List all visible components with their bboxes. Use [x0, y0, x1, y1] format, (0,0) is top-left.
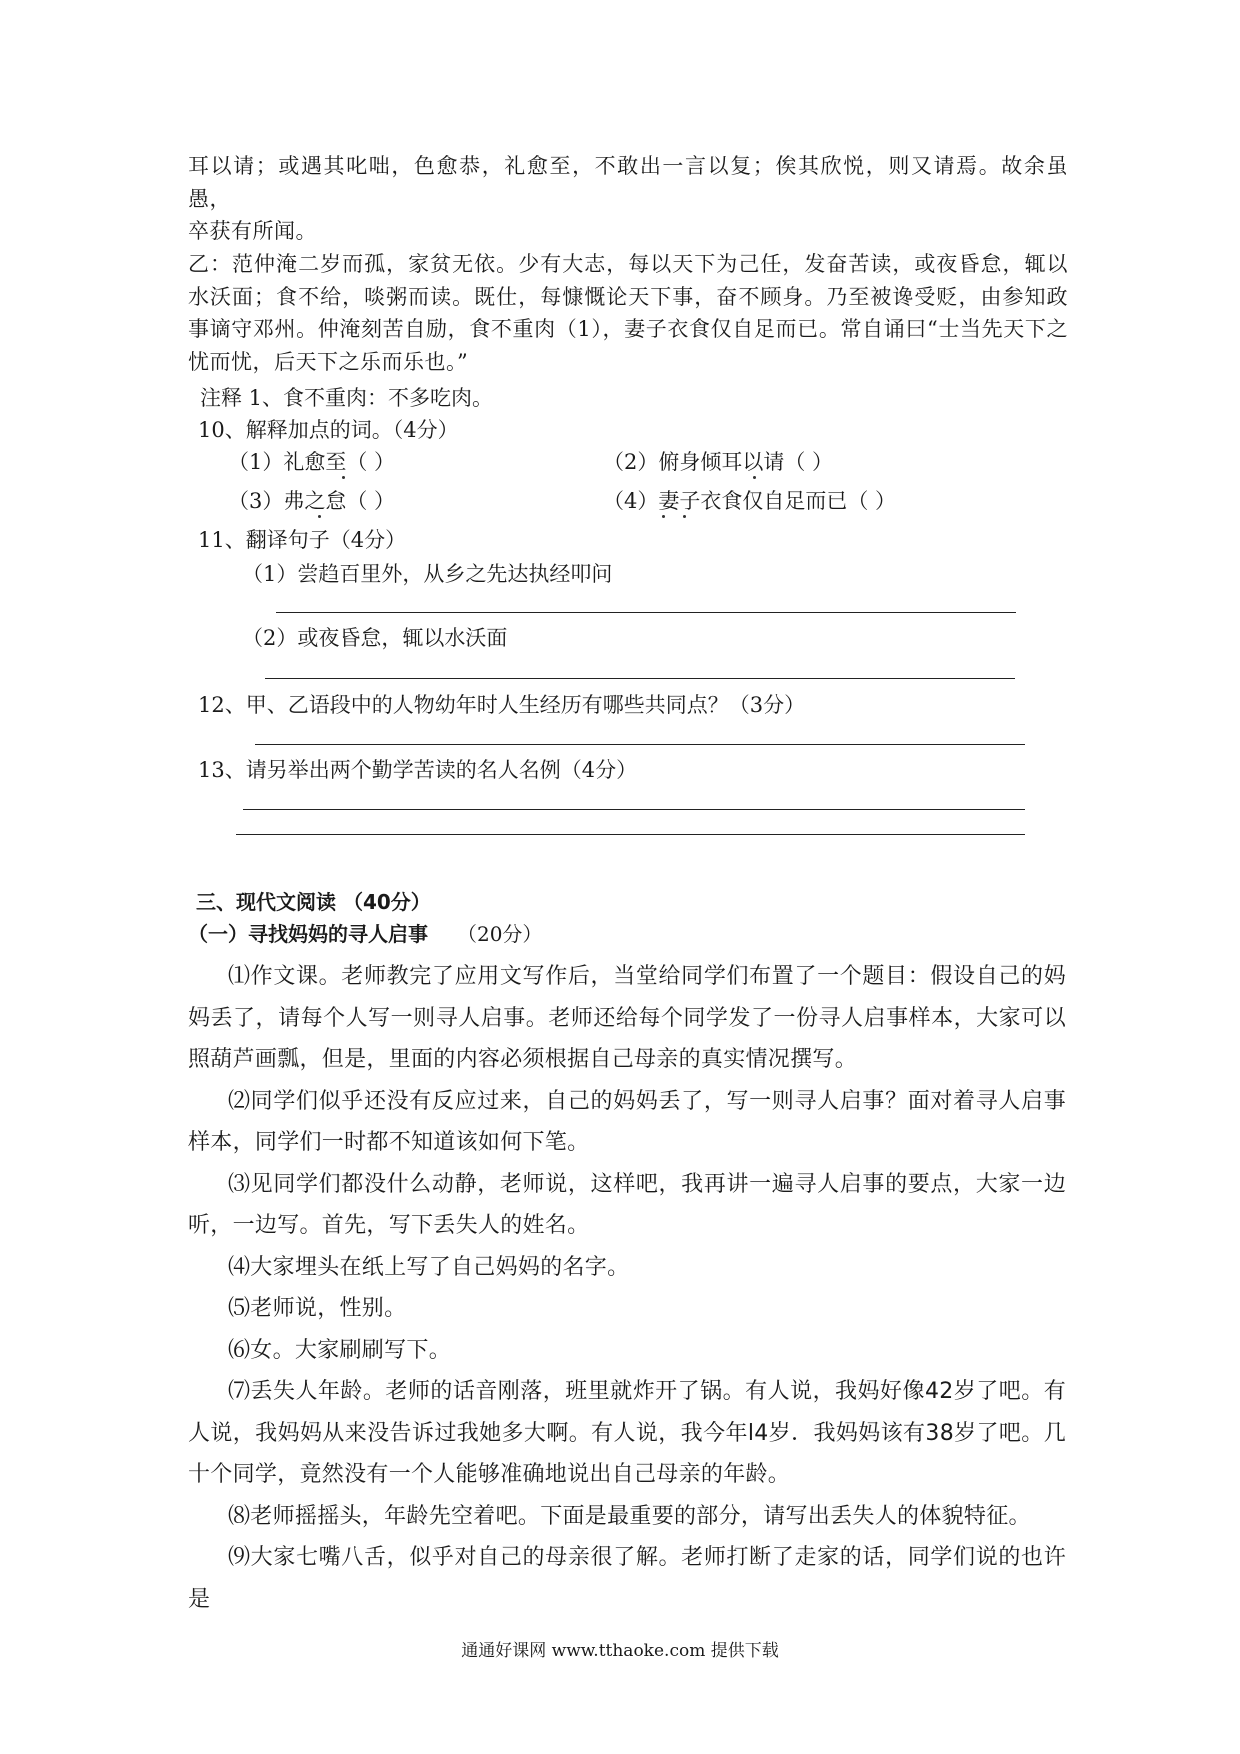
q12-title: 12、甲、乙语段中的人物幼年时人生经历有哪些共同点？（3分） [198, 693, 806, 717]
paragraph-9: ⑼大家七嘴八舌，似乎对自己的母亲很了解。老师打断了走家的话，同学们说的也许是 [188, 1545, 1066, 1612]
q10-item-4: （4）妻子衣食仅自足而已（ ） [603, 489, 897, 513]
emphasis-dot [683, 515, 686, 518]
q10-item-1: （1）礼愈至（ ） [228, 450, 396, 474]
passage-jia-end [188, 150, 1068, 248]
emphasis-dot [662, 515, 665, 518]
subtitle-text: （一）寻找妈妈的寻人启事 [188, 922, 428, 946]
paragraph-4: ⑷大家埋头在纸上写了自己妈妈的名字。 [228, 1254, 630, 1280]
q11-answer-line-2[interactable] [265, 678, 1015, 679]
paragraph-5: ⑸老师说，性别。 [228, 1296, 407, 1321]
q10-item-2: （2）俯身倾耳以请（ ） [603, 450, 834, 474]
q10-item-3: （3）弗之怠（ ） [228, 489, 396, 513]
section-3-subtitle [188, 918, 542, 947]
q13-answer-line-2[interactable] [236, 834, 1025, 835]
paragraph-1: ⑴作文课。老师教完了应用文写作后，当堂给同学们布置了一个题目：假设自己的妈妈丢了，请每个人写一则寻人启事。老师还给每个同学发了一份寻人启事样本，大家可以照葫芦画瓢，但是，里面的内容必须根据自己母亲的真实情况撰写。 [188, 964, 1066, 1072]
q10-title: 10、解释加点的词。（4分） [198, 418, 459, 442]
paragraph-6: ⑹女。大家刷刷写下。 [228, 1337, 452, 1363]
passage-jia-line-1: 耳以请；或遇其叱咄，色愈恭，礼愈至，不敢出一言以复；俟其欣悦，则又请焉。故余虽愚， [188, 154, 1068, 211]
emphasis-dot [342, 476, 345, 479]
paragraph-3: ⑶见同学们都没什么动静，老师说，这样吧，我再讲一遍寻人启事的要点，大家一边听，一边写。首先，写下丢失人的姓名。 [188, 1171, 1066, 1238]
page-footer: 通通好课网 www.tthaoke.com 提供下载 [461, 1641, 779, 1661]
paragraph-8: ⑻老师摇摇头，年龄先空着吧。下面是最重要的部分，请写出丢失人的体貌特征。 [228, 1503, 1031, 1529]
q11-title: 11、翻译句子（4分） [198, 528, 407, 552]
q11-answer-line-1[interactable] [276, 612, 1016, 613]
passage-yi-text: 乙：范仲淹二岁而孤，家贫无依。少有大志，每以天下为己任，发奋苦读，或夜昏怠，辄以水沃面；食不给，啖粥而读。既仕，每慷慨论天下事，奋不顾身。乃至被谗受贬，由参知政事谪守邓州。仲淹刻苦自励，食不重肉（1），妻子衣食仅自足而已。常自诵曰“士当先天下之忧而忧，后天下之乐而乐也。” [188, 252, 1068, 374]
q11-item-2: （2）或夜昏怠，辄以水沃面 [242, 626, 508, 650]
modern-text [188, 956, 1066, 1620]
emphasis-dot [318, 515, 321, 518]
q13-answer-line-1[interactable] [243, 809, 1025, 810]
paragraph-7: ⑺丢失人年龄。老师的话音刚落，班里就炸开了锅。有人说，我妈好像42岁了吧。有人说，我妈妈从来没告诉过我她多大啊。有人说，我今年l4岁．我妈妈该有38岁了吧。几十个同学，竟然没有一个人能够准确地说出自己母亲的年龄。 [188, 1379, 1066, 1487]
q13-title: 13、请另举出两个勤学苦读的名人名例（4分） [198, 758, 638, 782]
paragraph-2: ⑵同学们似乎还没有反应过来，自己的妈妈丢了，写一则寻人启事？面对着寻人启事样本，同学们一时都不知道该如何下笔。 [188, 1088, 1066, 1155]
q12-answer-line[interactable] [255, 744, 1025, 745]
emphasis-dot [753, 476, 756, 479]
subtitle-score: （20分） [456, 922, 543, 946]
passage-jia-line-2: 卒获有所闻。 [188, 219, 317, 243]
passage-yi [188, 248, 1068, 378]
passage-yi-note: 注释 1、食不重肉：不多吃肉。 [200, 386, 494, 410]
section-3-title: 三、现代文阅读 （40分） [196, 890, 431, 914]
q11-item-1: （1）尝趋百里外，从乡之先达执经叩问 [242, 562, 613, 586]
